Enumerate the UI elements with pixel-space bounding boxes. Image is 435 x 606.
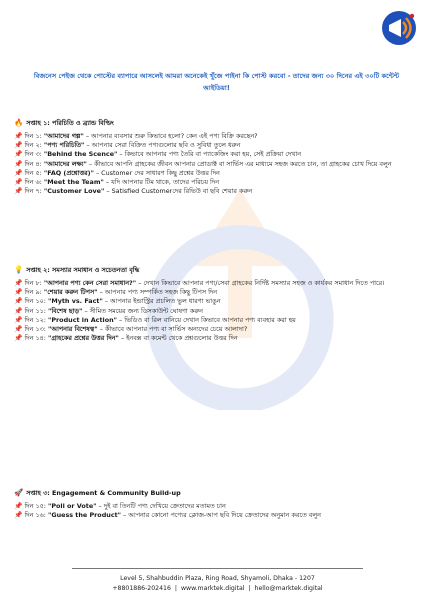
- footer-address: Level 5, Shahbuddin Plaza, Ring Road, Shyamoli, Dhaka - 1207: [120, 575, 315, 582]
- pushpin-icon: 📌: [14, 334, 23, 343]
- pushpin-icon: 📌: [14, 141, 23, 150]
- document-title: বিজনেস পেইজ থেকে পোস্টের ব্যাপারে আসলেই আমরা অনেকেই খুঁজে পাইনা কি পোস্ট করবো - তাদের জন্য ৩০ দিনের এই ৩০টি কন্টেন্ট আইডিয়া!: [33, 72, 400, 92]
- list-item: 📌 দিন ১: "আমাদের গল্প" – আপনার ব্যবসার শুরু কিভাবে হলো? কেন এই পণ্য বিক্রি করছেন?: [14, 132, 258, 140]
- list-item: 📌 দিন ৬: "Meet the Team" – যদি আপনার টিম থাকে, তাদের পরিচয় দিন: [14, 177, 220, 186]
- pushpin-icon: 📌: [14, 159, 23, 168]
- list-item: 📌 দিন ৮: "আপনার পণ্য কেন সেরা সমাধান?" – দেখান কিভাবে আপনার পণ্য/সেবা গ্রাহকের নির্দিষ্ট সমস্যার সহজ ও কার্যকর সমাধান দিতে পারে।: [14, 279, 385, 287]
- list-item: 📌 দিন ৪: "আমাদের লক্ষ্য" – কীভাবে আপনি গ্রাহকের জীবন আপনার প্রোডাক্ট বা সার্ভিস এর মাধ্যমে সহজ করতে চান, তা গ্রাহকের চোখ দিয়ে বলুন: [14, 159, 392, 168]
- pushpin-icon: 📌: [14, 315, 23, 324]
- pushpin-icon: 📌: [14, 324, 23, 333]
- brand-logo: [379, 8, 419, 48]
- pushpin-icon: 📌: [14, 187, 23, 196]
- section-week-2: [14, 265, 413, 343]
- list-item: 📌 দিন ৯: "শেয়ার করুন টিপস" – আপনার পণ্য সম্পর্কিত সহজ কিছু টিপস দিন: [14, 288, 218, 297]
- footer-phone: +8801886-202416: [112, 585, 171, 592]
- rocket-icon: 🚀: [14, 488, 24, 497]
- list-item: 📌 দিন ১১: "বিশেষ ছাড়" – সীমিত সময়ের জন্য ডিসকাউন্ট ঘোষণা করুন: [14, 306, 203, 315]
- list-item: 📌 দিন ১২: "Product in Action" – ভিডিও বা রিল বানিয়ে দেখান কিভাবে আপনার পণ্য ব্যবহার করা হয়: [14, 315, 296, 324]
- section-heading: 🔥 সপ্তাহ ১: পরিচিতি ও ব্র্যান্ড বিল্ডিং: [14, 118, 114, 127]
- list-item: 📌 দিন ১৪: "গ্রাহকের প্রশ্নের উত্তর দিন" – ইনবক্স বা কমেন্ট থেকে প্রশ্নগুলোর উত্তর দিন: [14, 334, 238, 343]
- pushpin-icon: 📌: [14, 511, 23, 520]
- pushpin-icon: 📌: [14, 306, 23, 315]
- pushpin-icon: 📌: [14, 297, 23, 306]
- lightbulb-icon: 💡: [14, 265, 24, 274]
- footer-divider: [72, 568, 363, 569]
- list-item: 📌 দিন ১৫: "Poll or Vote" – দুই বা তিনটি পণ্য দেখিয়ে ক্রেতাদের মতামত চান: [14, 502, 226, 510]
- section-week-1: [14, 118, 413, 196]
- list-item: 📌 দিন ৫: "FAQ (প্রশ্নোত্তর)" – Customer দের সাধারণ কিছু প্রশ্নের উত্তর দিন: [14, 168, 220, 177]
- pushpin-icon: 📌: [14, 288, 23, 297]
- section-week-3: [14, 488, 413, 520]
- footer-contact: +8801886-202416 | www.marktek.digital | hello@marktek.digital: [112, 585, 323, 592]
- pushpin-icon: 📌: [14, 150, 23, 159]
- footer-email-link[interactable]: hello@marktek.digital: [254, 585, 323, 592]
- footer: [0, 574, 435, 594]
- section-heading: 💡 সপ্তাহ ২: সমস্যার সমাধান ও সচেতনতা বৃদ্ধি: [14, 265, 140, 274]
- pushpin-icon: 📌: [14, 177, 23, 186]
- footer-website-link[interactable]: www.marktek.digital: [180, 585, 245, 592]
- list-item: 📌 দিন ৩: "Behind the Scence" – কিভাবে আপনার পণ্য তৈরি বা প্যাকেজিং করা হয়, সেই প্রক্রিয়া দেখান: [14, 150, 302, 159]
- pushpin-icon: 📌: [14, 132, 23, 140]
- list-item: 📌 দিন ১০: "Myth vs. Fact" – আপনার ইন্ডাস্ট্রির প্রচলিত ভুল ধারণা ভাঙুন: [14, 297, 221, 306]
- pushpin-icon: 📌: [14, 168, 23, 177]
- pushpin-icon: 📌: [14, 502, 23, 510]
- list-item: 📌 দিন ৭: "Customer Love" – Satisfied Customerদের রিভিউ বা ছবি শেয়ার করুন: [14, 187, 253, 196]
- pushpin-icon: 📌: [14, 279, 23, 287]
- list-item: 📌 দিন ২: "পণ্য পরিচিতি" – আপনার সেরা বিক্রিত পণ্যগুলোর ছবি ও সুবিধা তুলে ধরুন: [14, 141, 241, 150]
- list-item: 📌 দিন ১৩: "আপনার বিশেষত্ব" – কীভাবে আপনার পণ্য বা সার্ভিস অন্যদের চেয়ে আলাদা?: [14, 324, 248, 333]
- section-heading: 🚀 সপ্তাহ ৩: Engagement & Community Build-up: [14, 488, 181, 497]
- fire-icon: 🔥: [14, 118, 24, 127]
- list-item: 📌 দিন ১৬: "Guess the Product" – আপনার কোনো পণ্যের ক্লোজ-আপ ছবি দিয়ে ক্রেতাদের অনুমান করতে বলুন: [14, 511, 321, 520]
